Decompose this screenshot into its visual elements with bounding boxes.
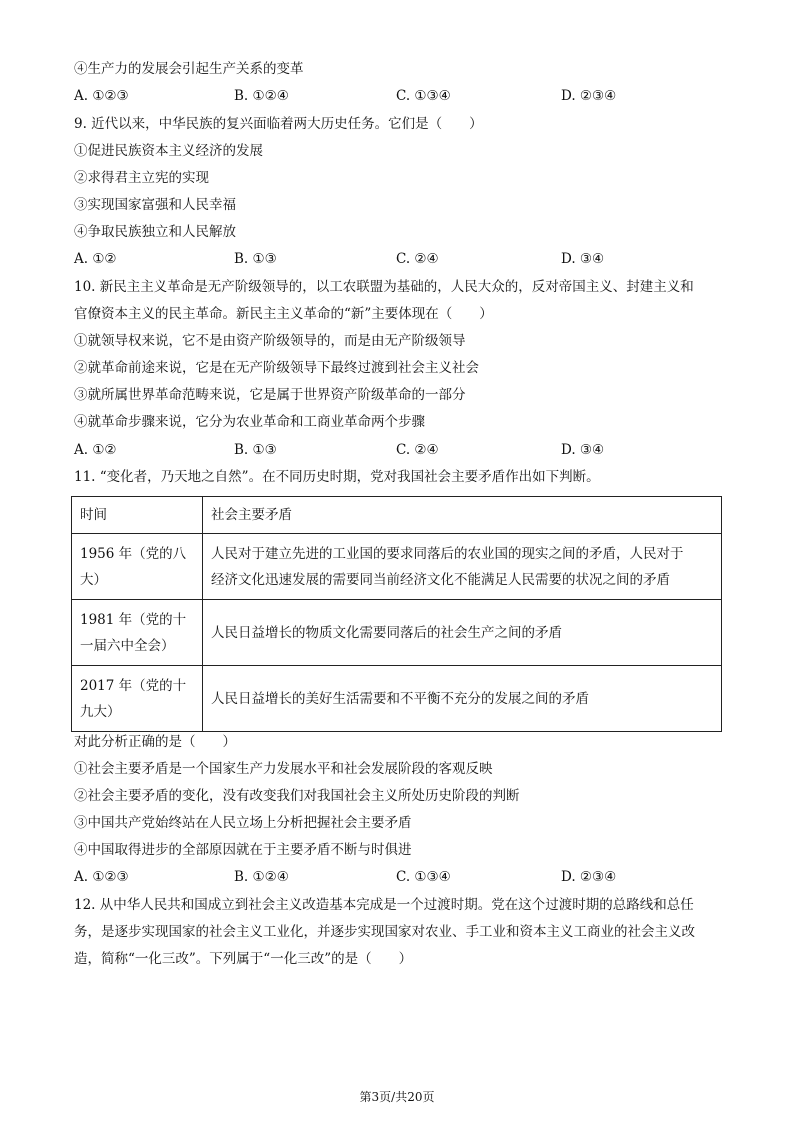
contradiction-cell: 人民日益增长的美好生活需要和不平衡不充分的发展之间的矛盾: [203, 666, 722, 732]
q11-option-c: C. ①③④: [396, 869, 451, 885]
q9-option-c: C. ②④: [396, 251, 439, 267]
q11-item-1: ①社会主要矛盾是一个国家生产力发展水平和社会发展阶段的客观反映: [74, 761, 493, 777]
q9-item-1: ①促进民族资本主义经济的发展: [74, 143, 263, 159]
q8-option-c: C. ①③④: [396, 88, 451, 104]
time-cell: [72, 534, 203, 600]
q10-option-c: C. ②④: [396, 442, 439, 458]
q11-item-4: ④中国取得进步的全部原因就在于主要矛盾不断与时俱进: [74, 842, 412, 858]
q12-stem-line-3: 造，简称“一化三改”。下列属于“一化三改”的是（ ）: [74, 951, 413, 967]
q10-item-3: ③就所属世界革命范畴来说，它是属于世界资产阶级革命的一部分: [74, 387, 466, 403]
table-row: [72, 666, 722, 732]
q9-item-2: ②求得君主立宪的实现: [74, 170, 209, 186]
q10-item-2: ②就革命前途来说，它是在无产阶级领导下最终过渡到社会主义社会: [74, 360, 479, 376]
q8-item-4: ④生产力的发展会引起生产关系的变革: [74, 61, 304, 77]
header-contradiction: 社会主要矛盾: [203, 497, 722, 534]
q11-item-3: ③中国共产党始终站在人民立场上分析把握社会主要矛盾: [74, 815, 412, 831]
q9-option-d: D. ③④: [561, 251, 605, 267]
time-cell: [72, 666, 203, 732]
q11-item-2: ②社会主要矛盾的变化，没有改变我们对我国社会主义所处历史阶段的判断: [74, 788, 520, 804]
q9-item-4: ④争取民族独立和人民解放: [74, 224, 236, 240]
q11-option-a: A. ①②③: [74, 869, 129, 885]
q10-options: [74, 441, 734, 459]
q10-stem-line-1: 10. 新民主主义革命是无产阶级领导的，以工农联盟为基础的，人民大众的，反对帝国主义、封建主义和: [74, 279, 694, 295]
q9-item-3: ③实现国家富强和人民幸福: [74, 197, 236, 213]
q9-stem: 9. 近代以来，中华民族的复兴面临着两大历史任务。它们是（ ）: [74, 116, 483, 132]
q11-options: [74, 868, 734, 886]
time-line-1: 1981 年（党的十: [80, 611, 187, 628]
q8-option-b: B. ①②④: [234, 88, 289, 104]
q10-option-d: D. ③④: [561, 442, 605, 458]
q9-option-a: A. ①②: [74, 251, 117, 267]
q11-stem: 11. “变化者，乃天地之自然”。在不同历史时期，党对我国社会主要矛盾作出如下判断。: [74, 469, 600, 485]
contradiction-table: [71, 496, 722, 732]
page-number: 第3页/共20页: [359, 1090, 435, 1104]
q8-option-a: A. ①②③: [74, 88, 129, 104]
q8-option-d: D. ②③④: [561, 88, 617, 104]
q8-options: [74, 87, 734, 105]
contradiction-cell: [203, 534, 722, 600]
q11-option-b: B. ①②④: [234, 869, 289, 885]
contradiction-line-1: 人民对于建立先进的工业国的要求同落后的农业国的现实之间的矛盾，人民对于: [211, 545, 684, 562]
q10-item-4: ④就革命步骤来说，它分为农业革命和工商业革命两个步骤: [74, 414, 425, 430]
q9-options: [74, 250, 734, 268]
time-line-2: 大）: [80, 571, 107, 588]
time-cell: [72, 600, 203, 666]
q10-option-b: B. ①③: [234, 442, 277, 458]
q11-prompt: 对此分析正确的是（ ）: [74, 734, 236, 750]
q11-option-d: D. ②③④: [561, 869, 617, 885]
header-time: 时间: [72, 497, 203, 534]
q10-item-1: ①就领导权来说，它不是由资产阶级领导的，而是由无产阶级领导: [74, 333, 466, 349]
contradiction-line-2: 经济文化迅速发展的需要同当前经济文化不能满足人民需要的状况之间的矛盾: [211, 571, 670, 588]
table-row: [72, 534, 722, 600]
table-header-row: [72, 497, 722, 534]
q10-stem-line-2: 官僚资本主义的民主革命。新民主主义革命的“新”主要体现在（ ）: [74, 306, 493, 322]
time-line-1: 2017 年（党的十: [80, 677, 187, 694]
table-row: [72, 600, 722, 666]
time-line-2: 一届六中全会）: [80, 637, 175, 654]
time-line-1: 1956 年（党的八: [80, 545, 187, 562]
q12-stem-line-2: 务，是逐步实现国家的社会主义工业化，并逐步实现国家对农业、手工业和资本主义工商业的社会主义改: [74, 924, 695, 940]
q9-option-b: B. ①③: [234, 251, 277, 267]
contradiction-cell: 人民日益增长的物质文化需要同落后的社会生产之间的矛盾: [203, 600, 722, 666]
time-line-2: 九大）: [80, 703, 121, 720]
q12-stem-line-1: 12. 从中华人民共和国成立到社会主义改造基本完成是一个过渡时期。党在这个过渡时期的总路线和总任: [74, 897, 694, 913]
q10-option-a: A. ①②: [74, 442, 117, 458]
